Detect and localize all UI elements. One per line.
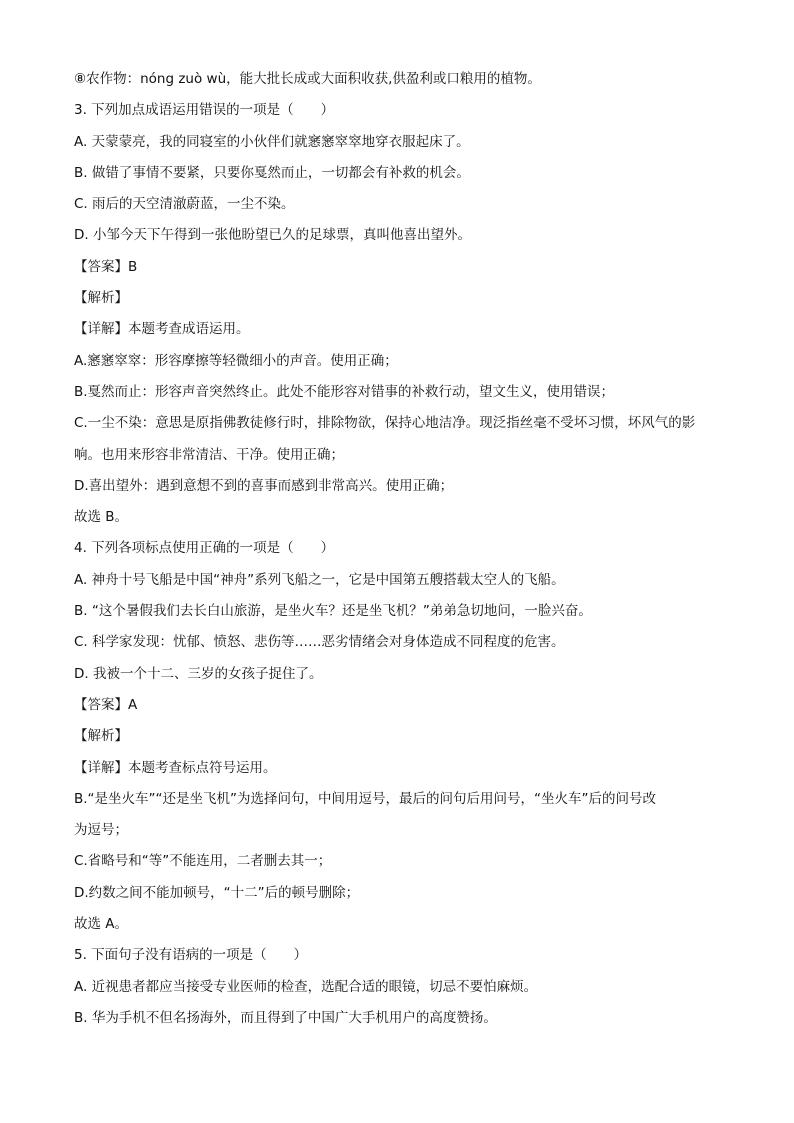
question-4-answer: 【答案】A <box>74 696 138 713</box>
question-4-conclusion: 故选 A。 <box>74 916 129 933</box>
question-3-explain-d: D.喜出望外：遇到意想不到的喜事而感到非常高兴。使用正确； <box>74 477 454 494</box>
question-4-stem: 4. 下列各项标点使用正确的一项是（ ） <box>74 540 335 557</box>
question-5-option-a: A. 近视患者都应当接受专业医师的检查，选配合适的眼镜，切忌不要怕麻烦。 <box>74 978 538 995</box>
question-3-explain-c-cont: 响。也用来形容非常清洁、干净。使用正确； <box>74 446 344 463</box>
question-4-explain-b-cont: 为逗号； <box>74 822 128 839</box>
question-4-explain-c: C.省略号和“等”不能连用，二者删去其一； <box>74 853 332 870</box>
question-4-analysis-heading: 【解析】 <box>74 728 128 745</box>
question-3-option-b: B. 做错了事情不要紧，只要你戛然而止，一切都会有补救的机会。 <box>74 164 470 181</box>
question-4-option-b: B. “这个暑假我们去长白山旅游，是坐火车？还是坐飞机？”弟弟急切地问，一脸兴奋。 <box>74 603 592 620</box>
question-4-option-a: A. 神舟十号飞船是中国“神舟”系列飞船之一，它是中国第五艘搭载太空人的飞船。 <box>74 571 565 588</box>
question-3-answer: 【答案】B <box>74 258 138 275</box>
question-3-stem: 3. 下列加点成语运用错误的一项是（ ） <box>74 102 335 119</box>
question-3-option-d: D. 小邹今天下午得到一张他盼望已久的足球票，真叫他喜出望外。 <box>74 227 471 244</box>
question-3-explain-b: B.戛然而止：形容声音突然终止。此处不能形容对错事的补救行动，望文生义，使用错误； <box>74 383 615 400</box>
question-3-explain-c: C.一尘不染：意思是原指佛教徒修行时，排除物欲，保持心地洁净。现泛指丝毫不受坏习惯，坏风气的影 <box>74 415 696 432</box>
question-4-explain-d: D.约数之间不能加顿号，“十二”后的顿号删除； <box>74 884 360 901</box>
question-4-detail: 【详解】本题考查标点符号运用。 <box>74 759 277 776</box>
document-page <box>74 64 734 1034</box>
question-5-stem: 5. 下面句子没有语病的一项是（ ） <box>74 947 308 964</box>
question-3-detail: 【详解】本题考查成语运用。 <box>74 321 250 338</box>
question-3-conclusion: 故选 B。 <box>74 509 129 526</box>
question-3-analysis-heading: 【解析】 <box>74 290 128 307</box>
text-line-footnote-8: ⑧农作物：nóng zuò wù，能大批长成或大面积收获,供盈利或口粮用的植物。 <box>74 71 541 87</box>
question-4-option-c: C. 科学家发现：忧郁、愤怒、悲伤等……恶劣情绪会对身体造成不同程度的危害。 <box>74 634 565 651</box>
question-3-explain-a: A.窸窸窣窣：形容摩擦等轻微细小的声音。使用正确； <box>74 352 398 369</box>
question-4-explain-b: B.“是坐火车”“还是坐飞机”为选择问句，中间用逗号，最后的问句后用问号，“坐火车”后的问号改 <box>74 790 657 807</box>
question-3-option-c: C. 雨后的天空清澈蔚蓝，一尘不染。 <box>74 196 295 213</box>
question-3-option-a: A. 天蒙蒙亮，我的同寝室的小伙伴们就窸窸窣窣地穿衣服起床了。 <box>74 133 470 150</box>
question-4-option-d: D. 我被一个十二、三岁的女孩子捉住了。 <box>74 665 323 682</box>
question-5-option-b: B. 华为手机不但名扬海外，而且得到了中国广大手机用户的高度赞扬。 <box>74 1009 497 1026</box>
